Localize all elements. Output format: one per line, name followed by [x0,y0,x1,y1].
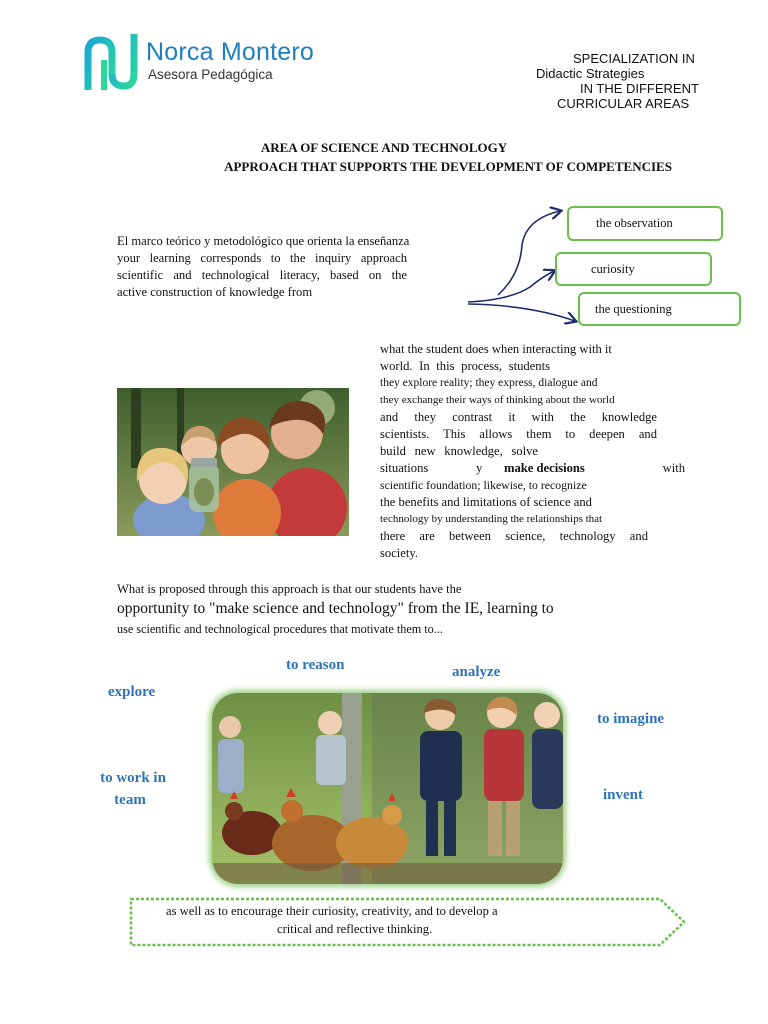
intro-line: scientific and technological literacy, based on the [117,268,407,282]
title-line-2: APPROACH THAT SUPPORTS THE DEVELOPMENT OF COMPETENCIES [224,159,672,174]
verb-explore: explore [108,684,156,700]
verb-analyze: analyze [452,664,501,680]
verb-invent: invent [603,787,644,803]
body-line: they explore reality; they express, dialogue and [380,377,598,389]
box-curiosity: curiosity [555,252,712,286]
verb-to-reason: to reason [286,657,345,673]
body-line: what the student does when interacting with it [380,342,612,356]
logo [84,30,138,96]
intro-line: El marco teórico y metodológico que orienta la enseñanza [117,234,410,248]
body-paragraph [380,341,685,562]
children-with-chickens-photo [212,693,563,884]
box-questioning: the questioning [578,292,741,326]
body-line: there are between science, technology and [380,529,648,543]
situations-word: situations [380,461,429,475]
proposal-line-1: What is proposed through this approach is that our students have the [117,582,462,596]
spec-line-2: Didactic Strategies [536,66,645,81]
arrow-to-observation [498,211,560,295]
intro-paragraph [117,233,410,301]
logo-subtitle: Asesora Pedagógica [148,67,273,82]
arrow-to-curiosity [468,271,554,302]
spec-line-1: SPECIALIZATION IN [573,51,695,66]
proposal-line-3: use scientific and technological procedures that motivate them to... [117,622,443,636]
verb-to-imagine: to imagine [597,711,665,727]
footer-line-1: as well as to encourage their curiosity, creativity, and to develop a [166,904,498,918]
body-line: they exchange their ways of thinking about the world [380,394,615,406]
make-decisions-text: make decisions [504,461,585,475]
box-observation: the observation [567,206,723,241]
body-line-situations [380,460,685,477]
body-line: society. [380,546,419,560]
body-line: technology by understanding the relationships that [380,513,603,525]
title-line-1: AREA OF SCIENCE AND TECHNOLOGY [260,140,508,155]
with-word: with [662,461,685,475]
body-line: and they contrast it with the knowledge [380,410,657,424]
intro-line: your learning corresponds to the inquiry approach [117,251,407,265]
body-line: scientific foundation; likewise, to recognize [380,478,587,492]
body-line: the benefits and limitations of science and [380,495,592,509]
logo-mark-icon [84,30,138,96]
logo-name: Norca Montero [146,38,314,66]
intro-line: active construction of knowledge from [117,285,313,299]
footer-line-2: critical and reflective thinking. [277,922,433,936]
spec-line-3: IN THE DIFFERENT [580,81,699,96]
y-word: y [476,461,483,475]
body-line: build new knowledge, solve [380,444,538,458]
children-with-jar-photo [117,388,349,536]
spec-line-4: CURRICULAR AREAS [557,96,690,111]
proposal-line-2: opportunity to "make science and technology" from the IE, learning to [117,600,554,617]
verb-team-line-1: to work in [100,770,166,786]
arrow-to-questioning [468,304,575,321]
verb-team-line-2: team [114,792,146,808]
body-line: scientists. This allows them to deepen and [380,427,657,441]
body-line: world. In this process, students [380,359,550,373]
verb-to-work-in-team [94,767,172,811]
